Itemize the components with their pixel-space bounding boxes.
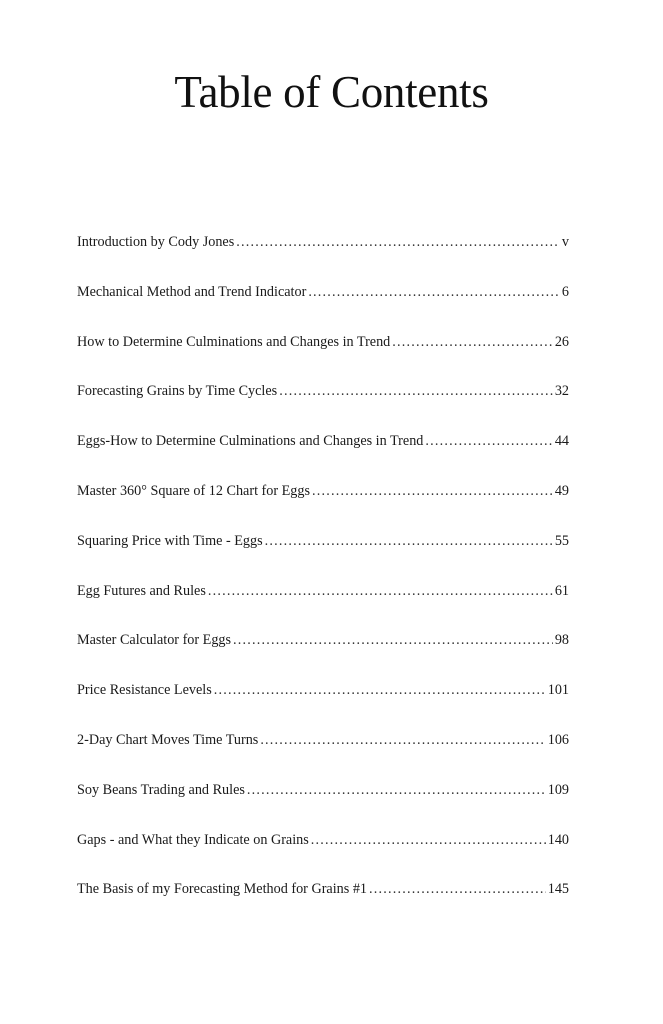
toc-entry-page: 49 xyxy=(554,482,569,499)
dot-leader xyxy=(308,280,560,304)
toc-entry[interactable] xyxy=(77,628,569,678)
toc-entry-page: 98 xyxy=(554,632,569,649)
dot-leader xyxy=(265,529,553,553)
toc-entry[interactable] xyxy=(77,280,569,330)
dot-leader xyxy=(208,579,553,603)
toc-entry-page: 106 xyxy=(547,731,569,748)
toc-entry-title: Eggs-How to Determine Culminations and Changes in Trend xyxy=(77,433,424,450)
toc-entry[interactable] xyxy=(77,877,569,927)
toc-entry-title: Forecasting Grains by Time Cycles xyxy=(77,383,278,400)
toc-list xyxy=(77,230,569,927)
toc-entry[interactable] xyxy=(77,230,569,280)
toc-entry-page: 101 xyxy=(547,682,569,699)
toc-entry-page: 44 xyxy=(554,433,569,450)
toc-entry[interactable] xyxy=(77,828,569,878)
dot-leader xyxy=(233,628,553,652)
dot-leader xyxy=(260,728,545,752)
toc-entry-title: How to Determine Culminations and Changes in Trend xyxy=(77,333,391,350)
toc-entry[interactable] xyxy=(77,330,569,380)
dot-leader xyxy=(236,230,560,254)
toc-entry-page: 109 xyxy=(547,781,569,798)
page-title: Table of Contents xyxy=(174,67,489,117)
toc-entry[interactable] xyxy=(77,728,569,778)
toc-entry-page: 140 xyxy=(547,831,569,848)
toc-entry-title: Introduction by Cody Jones xyxy=(77,234,235,250)
toc-entry[interactable] xyxy=(77,579,569,629)
dot-leader xyxy=(369,877,546,901)
toc-entry-title: The Basis of my Forecasting Method for Grains #1 xyxy=(77,881,368,898)
toc-entry-title: Mechanical Method and Trend Indicator xyxy=(77,283,307,300)
toc-entry-page: 61 xyxy=(554,582,569,599)
dot-leader xyxy=(392,330,553,354)
toc-entry[interactable] xyxy=(77,379,569,429)
toc-entry[interactable] xyxy=(77,479,569,529)
toc-entry-page: 145 xyxy=(547,881,569,898)
toc-entry-title: 2-Day Chart Moves Time Turns xyxy=(77,731,259,748)
toc-entry[interactable] xyxy=(77,529,569,579)
toc-entry[interactable] xyxy=(77,678,569,728)
toc-entry-page: 32 xyxy=(554,383,569,400)
toc-entry-page: 26 xyxy=(554,333,569,350)
dot-leader xyxy=(247,778,546,802)
toc-entry-page: 55 xyxy=(554,532,569,549)
dot-leader xyxy=(312,479,553,503)
toc-entry-title: Master Calculator for Eggs xyxy=(77,632,232,649)
toc-entry-title: Egg Futures and Rules xyxy=(77,582,206,599)
toc-entry-title: Price Resistance Levels xyxy=(77,682,212,699)
toc-entry-title: Squaring Price with Time - Eggs xyxy=(77,532,263,549)
toc-entry-page: v xyxy=(561,234,569,250)
dot-leader xyxy=(279,379,553,403)
dot-leader xyxy=(311,828,546,852)
toc-entry-title: Soy Beans Trading and Rules xyxy=(77,781,245,798)
toc-entry-title: Gaps - and What they Indicate on Grains xyxy=(77,831,309,848)
dot-leader xyxy=(425,429,552,453)
toc-entry-title: Master 360° Square of 12 Chart for Eggs xyxy=(77,482,311,499)
toc-entry[interactable] xyxy=(77,778,569,828)
toc-entry-page: 6 xyxy=(561,283,569,300)
dot-leader xyxy=(214,678,546,702)
toc-entry[interactable] xyxy=(77,429,569,479)
